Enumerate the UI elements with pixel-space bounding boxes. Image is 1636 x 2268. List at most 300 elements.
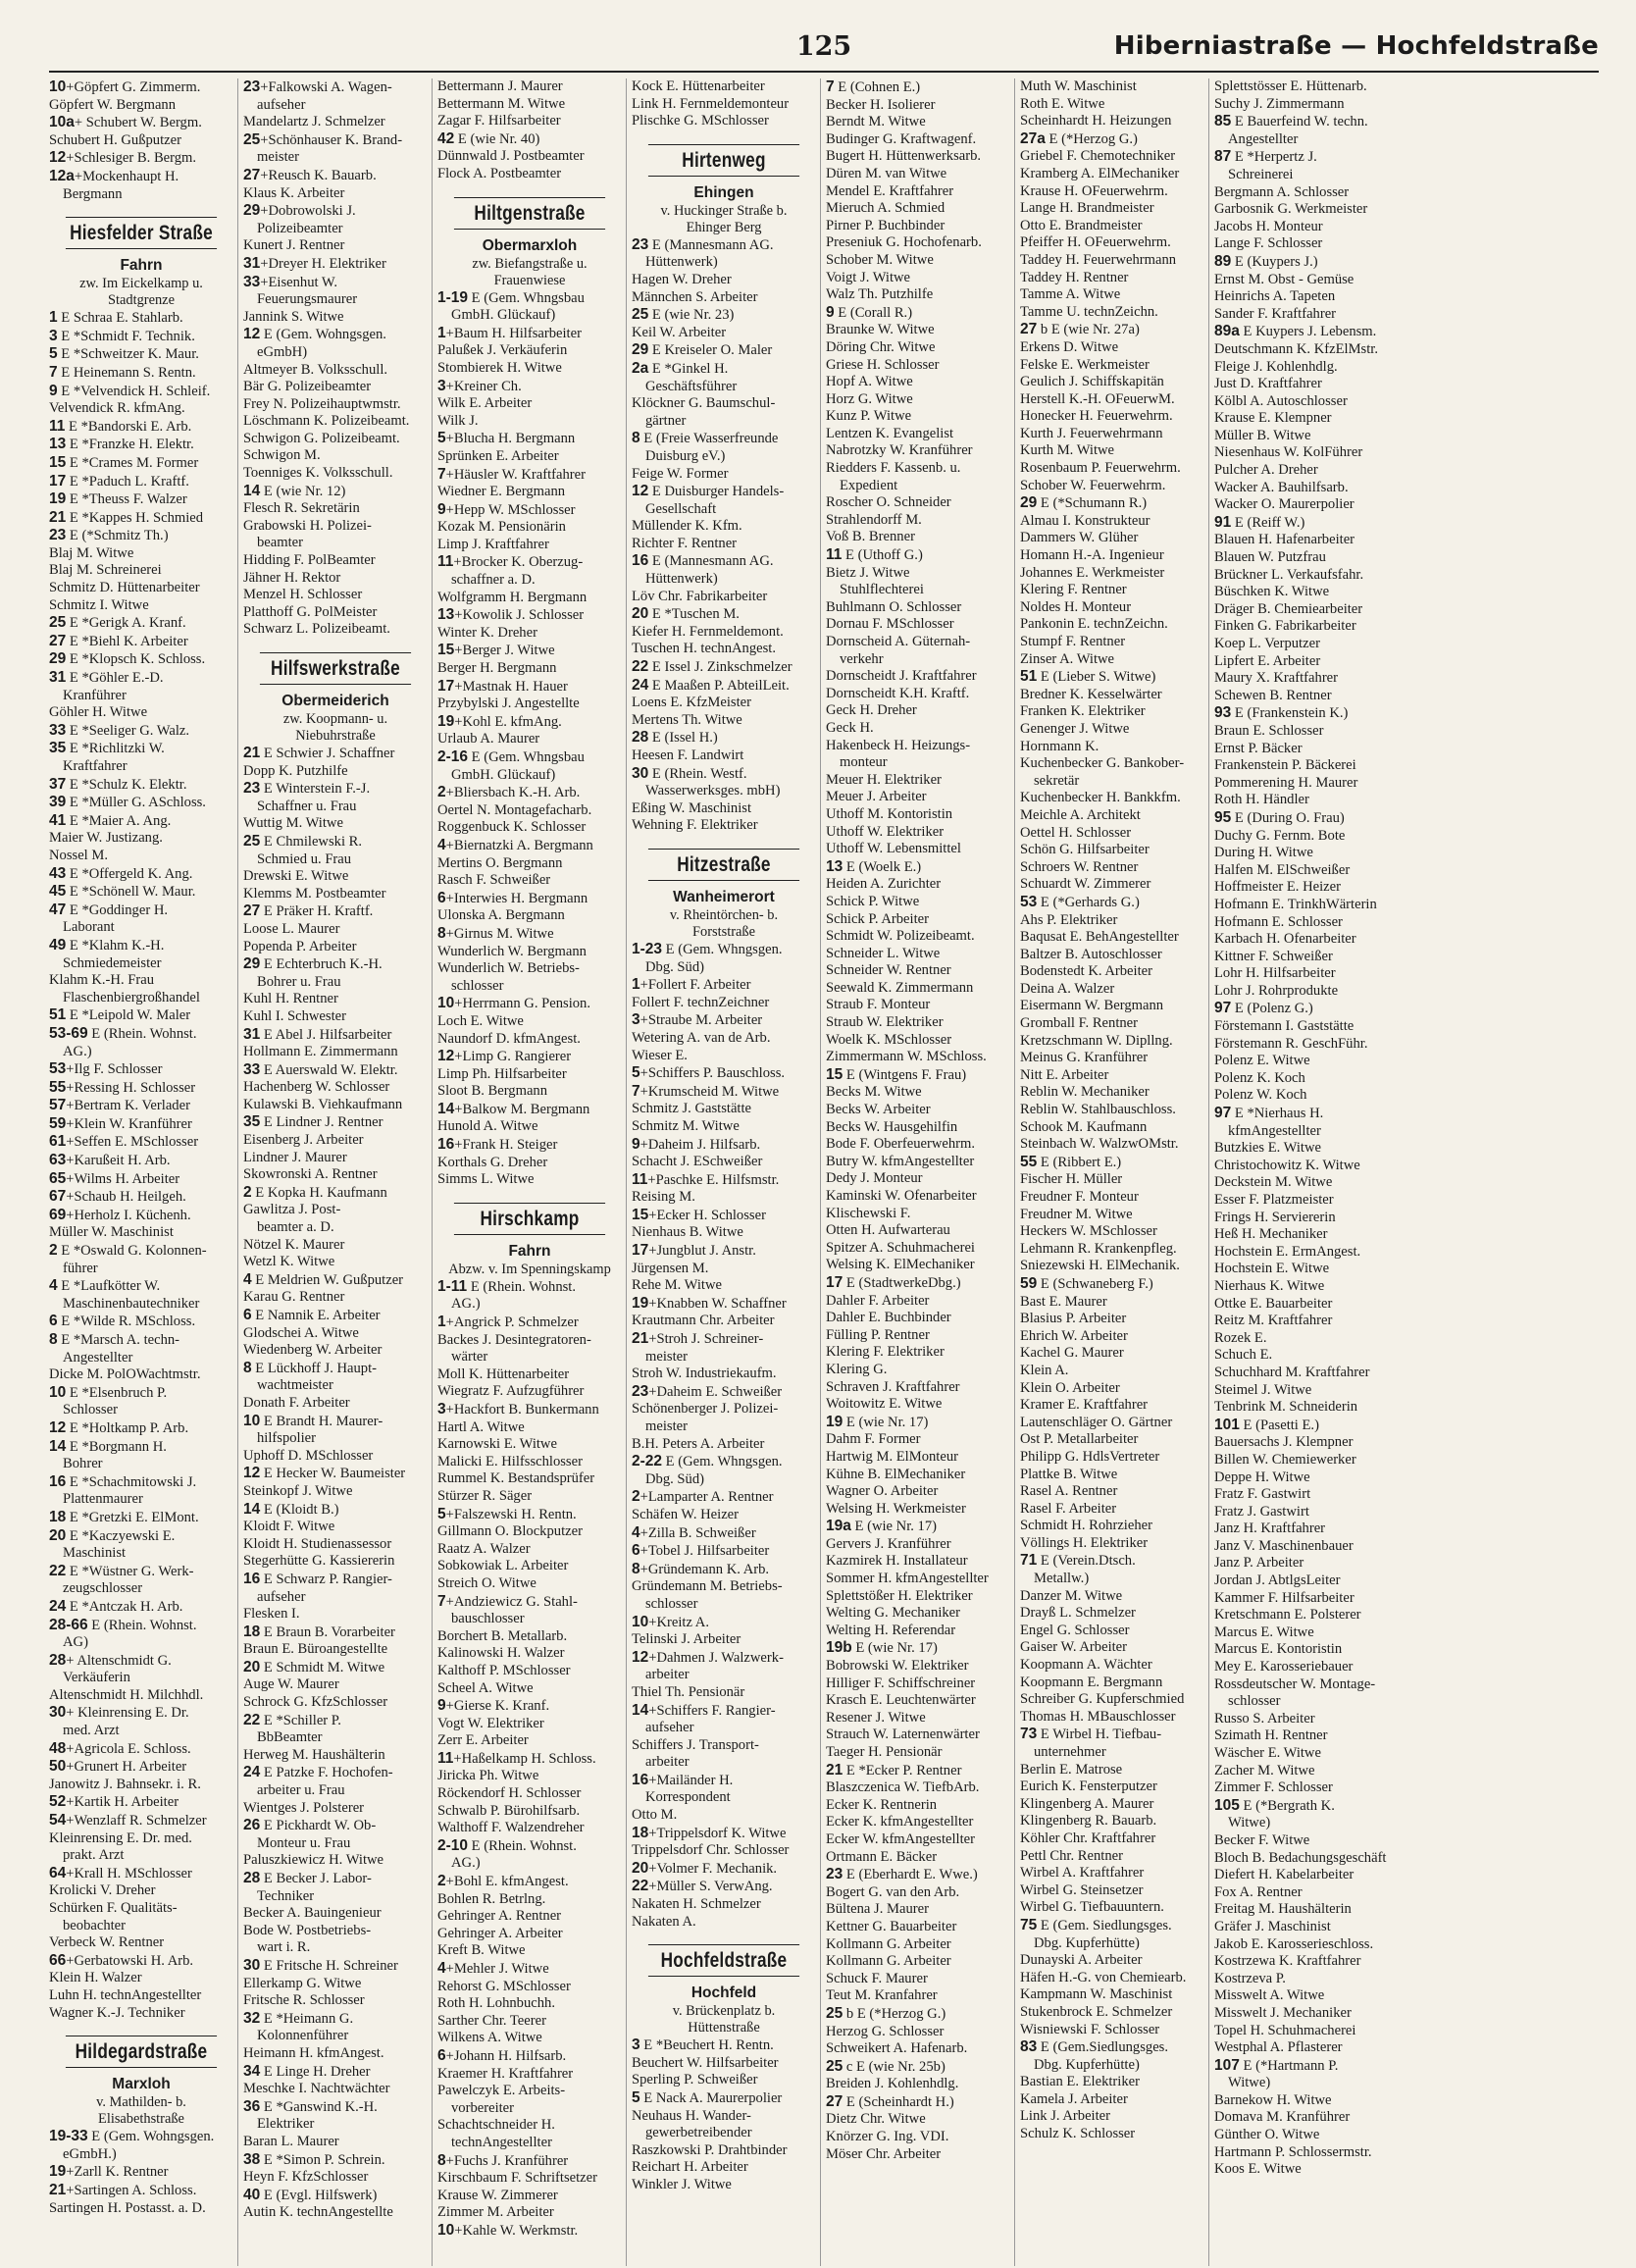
column-2 bbox=[243, 78, 433, 2266]
directory-entry bbox=[826, 806, 1010, 824]
directory-entry bbox=[632, 1488, 816, 1507]
directory-entry bbox=[826, 1310, 1010, 1327]
directory-entry bbox=[826, 616, 1010, 634]
district-heading: Wanheimerort bbox=[673, 888, 775, 905]
house-number: 7 bbox=[632, 1082, 640, 1100]
house-number: 59 bbox=[1020, 1274, 1038, 1292]
house-number: 21 bbox=[632, 1330, 649, 1348]
entry-text: Kuchenbecker H. Bankkfm. bbox=[1020, 790, 1181, 806]
directory-entry bbox=[243, 1483, 428, 1501]
entry-text: E *Marsch A. techn- bbox=[57, 1332, 180, 1348]
directory-entry bbox=[243, 1061, 428, 1080]
entry-text: Monteur u. Frau bbox=[257, 1834, 351, 1851]
entry-text: technAngestellter bbox=[451, 2134, 552, 2150]
entry-text: Zagar F. Hilfsarbeiter bbox=[437, 113, 561, 129]
entry-text: Schewen B. Rentner bbox=[1214, 687, 1332, 703]
directory-entry bbox=[243, 1008, 428, 1026]
directory-entry bbox=[437, 519, 622, 537]
entry-text: E (Reiff W.) bbox=[1231, 514, 1305, 531]
entry-text: E Maaßen P. AbteilLeit. bbox=[648, 677, 790, 694]
house-number: 23 bbox=[632, 1382, 649, 1400]
entry-text: Schuck F. Maurer bbox=[826, 1970, 928, 1986]
entry-text: Schober M. Witwe bbox=[826, 251, 934, 268]
directory-entry bbox=[1020, 1363, 1204, 1380]
directory-entry bbox=[1020, 1813, 1204, 1830]
entry-text: Klein O. Arbeiter bbox=[1020, 1379, 1120, 1396]
directory-entry bbox=[49, 454, 233, 473]
entry-text: Förstemann I. Gaststätte bbox=[1214, 1018, 1355, 1035]
entry-text: Hartmann P. Schlossermstr. bbox=[1214, 2143, 1372, 2160]
house-number: 63 bbox=[49, 1152, 67, 1169]
entry-text: Wisniewski F. Schlosser bbox=[1020, 2021, 1160, 2037]
house-number: 6 bbox=[437, 2046, 446, 2064]
directory-entry bbox=[437, 2222, 622, 2241]
entry-text: +Agricola E. Schloss. bbox=[66, 1740, 191, 1757]
entry-text: Sommer H. kfmAngestellter bbox=[826, 1571, 989, 1587]
directory-entry bbox=[49, 2128, 233, 2146]
entry-text: Blaj M. Schreinerei bbox=[49, 562, 162, 579]
entry-text: E *Borgmann H. bbox=[66, 1438, 167, 1455]
entry-text: Wiedner E. Bergmann bbox=[437, 484, 566, 500]
house-number: 12 bbox=[632, 483, 649, 500]
entry-text: Kachel G. Maurer bbox=[1020, 1345, 1124, 1362]
directory-entry bbox=[826, 1274, 1010, 1293]
directory-entry bbox=[1020, 1084, 1204, 1102]
entry-text: E *Antczak H. Arb. bbox=[66, 1598, 183, 1615]
directory-entry bbox=[243, 362, 428, 380]
entry-text: Berndt M. Witwe bbox=[826, 114, 926, 130]
entry-text: kfmAngestellter bbox=[1228, 1122, 1321, 1139]
directory-entry bbox=[1020, 321, 1204, 339]
house-number: 35 bbox=[243, 1113, 261, 1131]
directory-entry bbox=[826, 702, 1010, 720]
house-number: 2 bbox=[49, 1242, 58, 1260]
street-range-note: Abzw. v. Im Spenningskamp bbox=[448, 1261, 611, 1277]
directory-entry bbox=[826, 962, 1010, 980]
entry-text: Kostrzewa K. Kraftfahrer bbox=[1214, 1953, 1361, 1970]
directory-entry bbox=[437, 1296, 622, 1314]
house-number: 101 bbox=[1214, 1416, 1240, 1433]
entry-text: +Wilms H. Arbeiter bbox=[66, 1170, 180, 1187]
directory-entry bbox=[49, 1847, 233, 1865]
directory-entry bbox=[826, 1449, 1010, 1467]
running-head: Hiberniastraße — Hochfeldstraße bbox=[1113, 31, 1599, 61]
house-number: 25 bbox=[243, 130, 261, 148]
directory-entry bbox=[49, 1704, 233, 1723]
directory-entry bbox=[1214, 688, 1400, 705]
entry-text: Kraemer H. Kraftfahrer bbox=[437, 2065, 574, 2082]
entry-text: E Heinemann S. Rentn. bbox=[57, 364, 196, 381]
entry-text: Franken K. Elektriker bbox=[1020, 703, 1146, 720]
directory-entry bbox=[437, 660, 622, 678]
directory-entry bbox=[1020, 2004, 1204, 2022]
directory-entry bbox=[1214, 359, 1400, 377]
directory-entry bbox=[826, 1744, 1010, 1762]
entry-text: E *Offergeld K. Ang. bbox=[66, 865, 193, 882]
directory-entry bbox=[49, 812, 233, 831]
entry-text: Kunz P. Witwe bbox=[826, 408, 912, 425]
street-heading: Hirschkamp bbox=[454, 1203, 605, 1235]
directory-entry bbox=[243, 552, 428, 570]
directory-entry bbox=[243, 2063, 428, 2082]
directory-entry bbox=[1214, 532, 1400, 549]
entry-text: wachtmeister bbox=[257, 1377, 333, 1394]
directory-entry bbox=[1214, 704, 1400, 723]
entry-text: Schubert H. Gußputzer bbox=[49, 131, 181, 148]
directory-entry bbox=[437, 130, 622, 149]
entry-text: monteur bbox=[840, 754, 888, 771]
entry-text: Karau G. Rentner bbox=[243, 1289, 345, 1306]
entry-text: Simms L. Witwe bbox=[437, 1171, 535, 1188]
directory-entry bbox=[826, 686, 1010, 703]
directory-entry bbox=[1020, 1431, 1204, 1449]
directory-entry bbox=[826, 1014, 1010, 1032]
directory-entry bbox=[49, 78, 233, 97]
directory-entry bbox=[243, 1519, 428, 1536]
entry-text: Klering F. Elektriker bbox=[826, 1344, 945, 1361]
entry-text: Hochstein E. Witwe bbox=[1214, 1261, 1330, 1277]
directory-entry bbox=[243, 131, 428, 150]
entry-text: Lohr H. Hilfsarbeiter bbox=[1214, 965, 1336, 982]
entry-text: E Kreiseler O. Maler bbox=[648, 342, 773, 359]
entry-text: Stuhlflechterei bbox=[840, 582, 924, 598]
house-number: 16 bbox=[632, 552, 649, 570]
column-5 bbox=[826, 78, 1015, 2266]
entry-text: Dunayski A. Arbeiter bbox=[1020, 1952, 1143, 1969]
house-number: 2-10 bbox=[437, 1836, 469, 1854]
directory-entry bbox=[437, 731, 622, 748]
entry-text: Techniker bbox=[257, 1887, 315, 1904]
entry-text: E *Schweitzer K. Maur. bbox=[57, 346, 199, 363]
directory-entry bbox=[1020, 1709, 1204, 1727]
directory-entry bbox=[1020, 1136, 1204, 1154]
directory-entry bbox=[49, 972, 233, 990]
directory-entry bbox=[826, 1379, 1010, 1397]
entry-text: E *Goddinger H. bbox=[66, 902, 169, 918]
entry-text: +Bohl E. kfmAngest. bbox=[445, 1874, 569, 1890]
entry-text: E *Gretzki E. ElMont. bbox=[66, 1509, 199, 1525]
entry-text: Honecker H. Feuerwehrm. bbox=[1020, 408, 1173, 425]
directory-entry bbox=[826, 980, 1010, 998]
entry-text: Reblin W. Mechaniker bbox=[1020, 1084, 1150, 1101]
entry-text: Sniezewski H. ElMechanik. bbox=[1020, 1258, 1180, 1274]
entry-text: Müller W. Maschinist bbox=[49, 1224, 174, 1241]
directory-entry bbox=[1214, 741, 1400, 758]
directory-entry bbox=[437, 995, 622, 1013]
directory-entry bbox=[632, 1171, 816, 1190]
directory-entry bbox=[826, 1467, 1010, 1484]
entry-text: Misswelt A. Witwe bbox=[1214, 1987, 1325, 2004]
entry-text: Ulonska A. Bergmann bbox=[437, 907, 565, 924]
entry-text: Kuhl I. Schwester bbox=[243, 1007, 346, 1024]
directory-entry bbox=[826, 131, 1010, 149]
house-number: 95 bbox=[1214, 808, 1232, 826]
entry-text: E *Ginkel H. bbox=[648, 360, 729, 377]
entry-text: Drayß L. Schmelzer bbox=[1020, 1605, 1136, 1622]
directory-entry bbox=[632, 1561, 816, 1579]
entry-text: Kunert J. Rentner bbox=[243, 237, 345, 254]
directory-entry bbox=[243, 1044, 428, 1061]
entry-text: Schraven J. Kraftfahrer bbox=[826, 1378, 960, 1395]
directory-entry bbox=[1020, 790, 1204, 807]
directory-entry bbox=[437, 1349, 622, 1366]
directory-entry bbox=[826, 304, 1010, 323]
directory-entry bbox=[49, 1170, 233, 1189]
entry-text: E (Evgl. Hilfswerk) bbox=[260, 2187, 378, 2203]
house-number: 9 bbox=[437, 500, 446, 518]
entry-text: Schwarz L. Polizeibeamt. bbox=[243, 621, 390, 638]
directory-entry bbox=[1020, 304, 1204, 322]
directory-entry bbox=[49, 740, 233, 758]
entry-text: Kalinowski H. Walzer bbox=[437, 1645, 565, 1662]
directory-entry bbox=[632, 2072, 816, 2089]
entry-text: Dicke M. PolOWachtmstr. bbox=[49, 1366, 201, 1383]
entry-text: Schmidt H. Rohrzieher bbox=[1020, 1518, 1152, 1534]
entry-text: Tamme A. Witwe bbox=[1020, 286, 1121, 303]
directory-entry bbox=[826, 114, 1010, 131]
directory-entry bbox=[826, 442, 1010, 460]
directory-entry bbox=[49, 1060, 233, 1079]
entry-text: schlosser bbox=[645, 1595, 698, 1612]
directory-entry bbox=[437, 1768, 622, 1785]
directory-entry bbox=[826, 2005, 1010, 2024]
directory-entry bbox=[1214, 1174, 1400, 1192]
entry-text: E (wie Nr. 12) bbox=[260, 483, 346, 499]
house-number: 27 bbox=[49, 632, 67, 649]
directory-entry bbox=[1214, 1971, 1400, 1988]
directory-entry bbox=[826, 946, 1010, 963]
directory-entry bbox=[1020, 807, 1204, 825]
entry-text: E (*Schmitz Th.) bbox=[66, 528, 169, 544]
directory-entry bbox=[243, 833, 428, 851]
entry-text: Reichart H. Arbeiter bbox=[632, 2159, 748, 2176]
entry-text: Paluszkiewicz H. Witwe bbox=[243, 1852, 384, 1869]
entry-text: Ottke E. Bauarbeiter bbox=[1214, 1295, 1333, 1312]
directory-entry bbox=[437, 1083, 622, 1101]
directory-entry bbox=[632, 1825, 816, 1843]
directory-entry bbox=[826, 1066, 1010, 1085]
house-number: 15 bbox=[826, 1065, 844, 1083]
directory-entry bbox=[1214, 219, 1400, 236]
directory-entry bbox=[49, 758, 233, 776]
entry-text: Sarther Chr. Teerer bbox=[437, 2012, 546, 2029]
directory-entry bbox=[1214, 897, 1400, 914]
entry-text: Klöckner G. Baumschul- bbox=[632, 395, 776, 412]
directory-entry bbox=[1020, 442, 1204, 460]
directory-entry bbox=[1214, 2023, 1400, 2040]
entry-text: Eßing W. Maschinist bbox=[632, 799, 752, 816]
house-number: 24 bbox=[49, 1597, 67, 1615]
entry-text: Angestellter bbox=[63, 1349, 133, 1366]
directory-entry bbox=[243, 621, 428, 639]
directory-entry bbox=[826, 2129, 1010, 2146]
house-number: 19 bbox=[826, 1413, 844, 1430]
directory-entry bbox=[826, 738, 1010, 755]
street-range-note: Elisabethstraße bbox=[98, 2111, 184, 2128]
directory-entry bbox=[632, 1383, 816, 1402]
directory-entry bbox=[1214, 1884, 1400, 1902]
entry-text: Schick P. Witwe bbox=[826, 893, 920, 909]
entry-text: Schober W. Feuerwehrm. bbox=[1020, 477, 1166, 493]
entry-text: Schook M. Kaufmann bbox=[1020, 1118, 1148, 1135]
entry-text: Erkens D. Witwe bbox=[1020, 338, 1119, 355]
entry-text: E Duisburger Handels- bbox=[648, 484, 785, 500]
entry-text: E (Eberhardt E. Wwe.) bbox=[843, 1867, 978, 1883]
directory-entry bbox=[437, 1470, 622, 1488]
house-number: 5 bbox=[49, 345, 58, 363]
entry-text: Schneider W. Rentner bbox=[826, 962, 951, 979]
house-number: 50 bbox=[49, 1758, 67, 1776]
directory-entry bbox=[632, 1507, 816, 1524]
entry-text: Jannink S. Witwe bbox=[243, 308, 344, 325]
directory-entry bbox=[1020, 1917, 1204, 1935]
directory-entry bbox=[49, 149, 233, 168]
house-number: 61 bbox=[49, 1133, 67, 1151]
entry-text: Hochstein E. ErmAngest. bbox=[1214, 1243, 1361, 1260]
house-number: 21 bbox=[826, 1761, 844, 1778]
directory-entry bbox=[437, 872, 622, 890]
entry-text: Buhlmann O. Schlosser bbox=[826, 598, 962, 615]
directory-entry bbox=[826, 1206, 1010, 1223]
directory-entry bbox=[437, 960, 622, 978]
entry-text: + Altenschmidt G. bbox=[66, 1652, 172, 1669]
directory-entry bbox=[243, 955, 428, 974]
entry-text: Dornau F. MSchlosser bbox=[826, 616, 954, 633]
directory-entry bbox=[1214, 341, 1400, 359]
directory-entry bbox=[826, 1084, 1010, 1102]
entry-text: Bergmann bbox=[63, 185, 123, 202]
entry-text: Scheel A. Witwe bbox=[437, 1679, 534, 1696]
house-number: 5 bbox=[437, 1505, 446, 1522]
house-number: 25 bbox=[826, 2057, 844, 2075]
entry-text: Strauch W. Laternenwärter bbox=[826, 1727, 980, 1743]
directory-entry bbox=[437, 925, 622, 944]
directory-entry bbox=[49, 597, 233, 615]
entry-text: Stegerhütte G. Kassiererin bbox=[243, 1553, 395, 1570]
entry-text: Röckendorf H. Schlosser bbox=[437, 1785, 582, 1802]
directory-entry bbox=[243, 1888, 428, 1906]
entry-text: Nienhaus B. Witwe bbox=[632, 1224, 743, 1241]
directory-columns bbox=[49, 78, 1599, 2266]
directory-entry bbox=[1214, 1452, 1400, 1469]
entry-text: Kalthoff P. MSchlosser bbox=[437, 1662, 571, 1678]
directory-entry bbox=[243, 974, 428, 992]
house-number: 24 bbox=[243, 1764, 261, 1781]
entry-text: Wäscher E. Witwe bbox=[1214, 1745, 1321, 1761]
entry-text: Janowitz J. Bahnsekr. i. R. bbox=[49, 1776, 201, 1792]
entry-text: Männchen S. Arbeiter bbox=[632, 288, 758, 305]
directory-entry bbox=[243, 1553, 428, 1571]
directory-entry bbox=[1214, 1226, 1400, 1244]
entry-text: Sobkowiak L. Arbeiter bbox=[437, 1558, 569, 1574]
directory-entry bbox=[826, 1588, 1010, 1606]
entry-text: E (*Herzog G.) bbox=[1045, 130, 1138, 147]
directory-entry bbox=[437, 466, 622, 485]
entry-text: Westphal A. Pflasterer bbox=[1214, 2039, 1343, 2056]
entry-text: E (*Gerhards G.) bbox=[1037, 894, 1140, 910]
entry-text: E (Woelk E.) bbox=[843, 858, 922, 875]
directory-entry bbox=[49, 1419, 233, 1438]
house-number: 13 bbox=[437, 606, 455, 624]
entry-text: Löv Chr. Fabrikarbeiter bbox=[632, 588, 768, 604]
entry-text: Thomas H. MBauschlosser bbox=[1020, 1708, 1176, 1725]
directory-entry bbox=[437, 802, 622, 820]
entry-text: Rossdeutscher W. Montage- bbox=[1214, 1675, 1376, 1692]
directory-entry bbox=[243, 1571, 428, 1589]
house-number: 65 bbox=[49, 1169, 67, 1187]
directory-entry bbox=[632, 113, 816, 130]
house-number: 20 bbox=[632, 605, 649, 623]
entry-text: Schuch E. bbox=[1214, 1347, 1273, 1364]
house-number: 25 bbox=[632, 306, 649, 324]
directory-entry bbox=[1020, 1605, 1204, 1623]
page-header bbox=[49, 26, 1599, 73]
directory-entry bbox=[437, 1575, 622, 1593]
entry-text: med. Arzt bbox=[63, 1723, 120, 1739]
entry-text: E *Paduch L. Kraftf. bbox=[66, 473, 189, 490]
directory-entry bbox=[826, 2076, 1010, 2093]
house-number: 17 bbox=[632, 1242, 649, 1260]
entry-text: Förstemann R. GeschFühr. bbox=[1214, 1035, 1368, 1052]
entry-text: Flesch R. Sekretärin bbox=[243, 500, 360, 517]
directory-entry bbox=[243, 535, 428, 552]
entry-text: Korrespondent bbox=[645, 1789, 731, 1806]
house-number: 93 bbox=[1214, 704, 1232, 722]
entry-text: Garbosnik G. Werkmeister bbox=[1214, 201, 1368, 218]
directory-entry bbox=[1020, 1050, 1204, 1067]
entry-text: Telinski J. Arbeiter bbox=[632, 1631, 741, 1648]
directory-entry bbox=[243, 1694, 428, 1712]
directory-entry bbox=[243, 167, 428, 185]
entry-text: E Pickhardt W. Ob- bbox=[260, 1818, 377, 1834]
directory-entry bbox=[1020, 1657, 1204, 1675]
entry-text: Bloch B. Bedachungsgeschäft bbox=[1214, 1849, 1387, 1866]
entry-text: +Grunert H. Arbeiter bbox=[66, 1759, 187, 1776]
directory-entry bbox=[826, 1987, 1010, 2005]
entry-text: E *Leipold W. Maler bbox=[66, 1007, 191, 1024]
entry-text: Stroh W. Industriekaufm. bbox=[632, 1366, 777, 1382]
directory-entry bbox=[632, 641, 816, 658]
entry-text: Ost P. Metallarbeiter bbox=[1020, 1431, 1139, 1448]
directory-entry bbox=[243, 745, 428, 763]
entry-text: E (Verein.Dtsch. bbox=[1037, 1553, 1136, 1570]
directory-entry bbox=[1214, 1953, 1400, 1971]
entry-text: Bär G. Polizeibeamter bbox=[243, 379, 372, 395]
directory-entry bbox=[1020, 252, 1204, 270]
directory-entry bbox=[632, 1313, 816, 1330]
entry-text: Kazmirek H. Installateur bbox=[826, 1553, 968, 1570]
entry-text: Möser Chr. Arbeiter bbox=[826, 2145, 942, 2162]
entry-text: Witwe) bbox=[1228, 1815, 1271, 1831]
house-number: 83 bbox=[1020, 2038, 1038, 2056]
entry-text: Kiefer H. Fernmeldemont. bbox=[632, 623, 784, 640]
entry-text: Billen W. Chemiewerker bbox=[1214, 1451, 1356, 1468]
directory-entry bbox=[1214, 1936, 1400, 1954]
street-heading: Hildegardstraße bbox=[66, 2036, 217, 2068]
directory-entry bbox=[1214, 1036, 1400, 1054]
directory-entry bbox=[1214, 1158, 1400, 1175]
directory-entry bbox=[243, 202, 428, 221]
entry-text: Przybylski J. Angestellte bbox=[437, 696, 580, 712]
entry-text: Domava M. Kranführer bbox=[1214, 2109, 1351, 2126]
entry-text: Klering F. Rentner bbox=[1020, 582, 1127, 598]
entry-text: Kulawski B. Viehkaufmann bbox=[243, 1096, 403, 1112]
entry-text: Pfeiffer H. OFeuerwehrm. bbox=[1020, 234, 1171, 251]
directory-entry bbox=[49, 865, 233, 884]
entry-text: Braun E. Schlosser bbox=[1214, 722, 1324, 739]
house-number: 55 bbox=[49, 1078, 67, 1096]
entry-text: prakt. Arzt bbox=[63, 1847, 125, 1864]
